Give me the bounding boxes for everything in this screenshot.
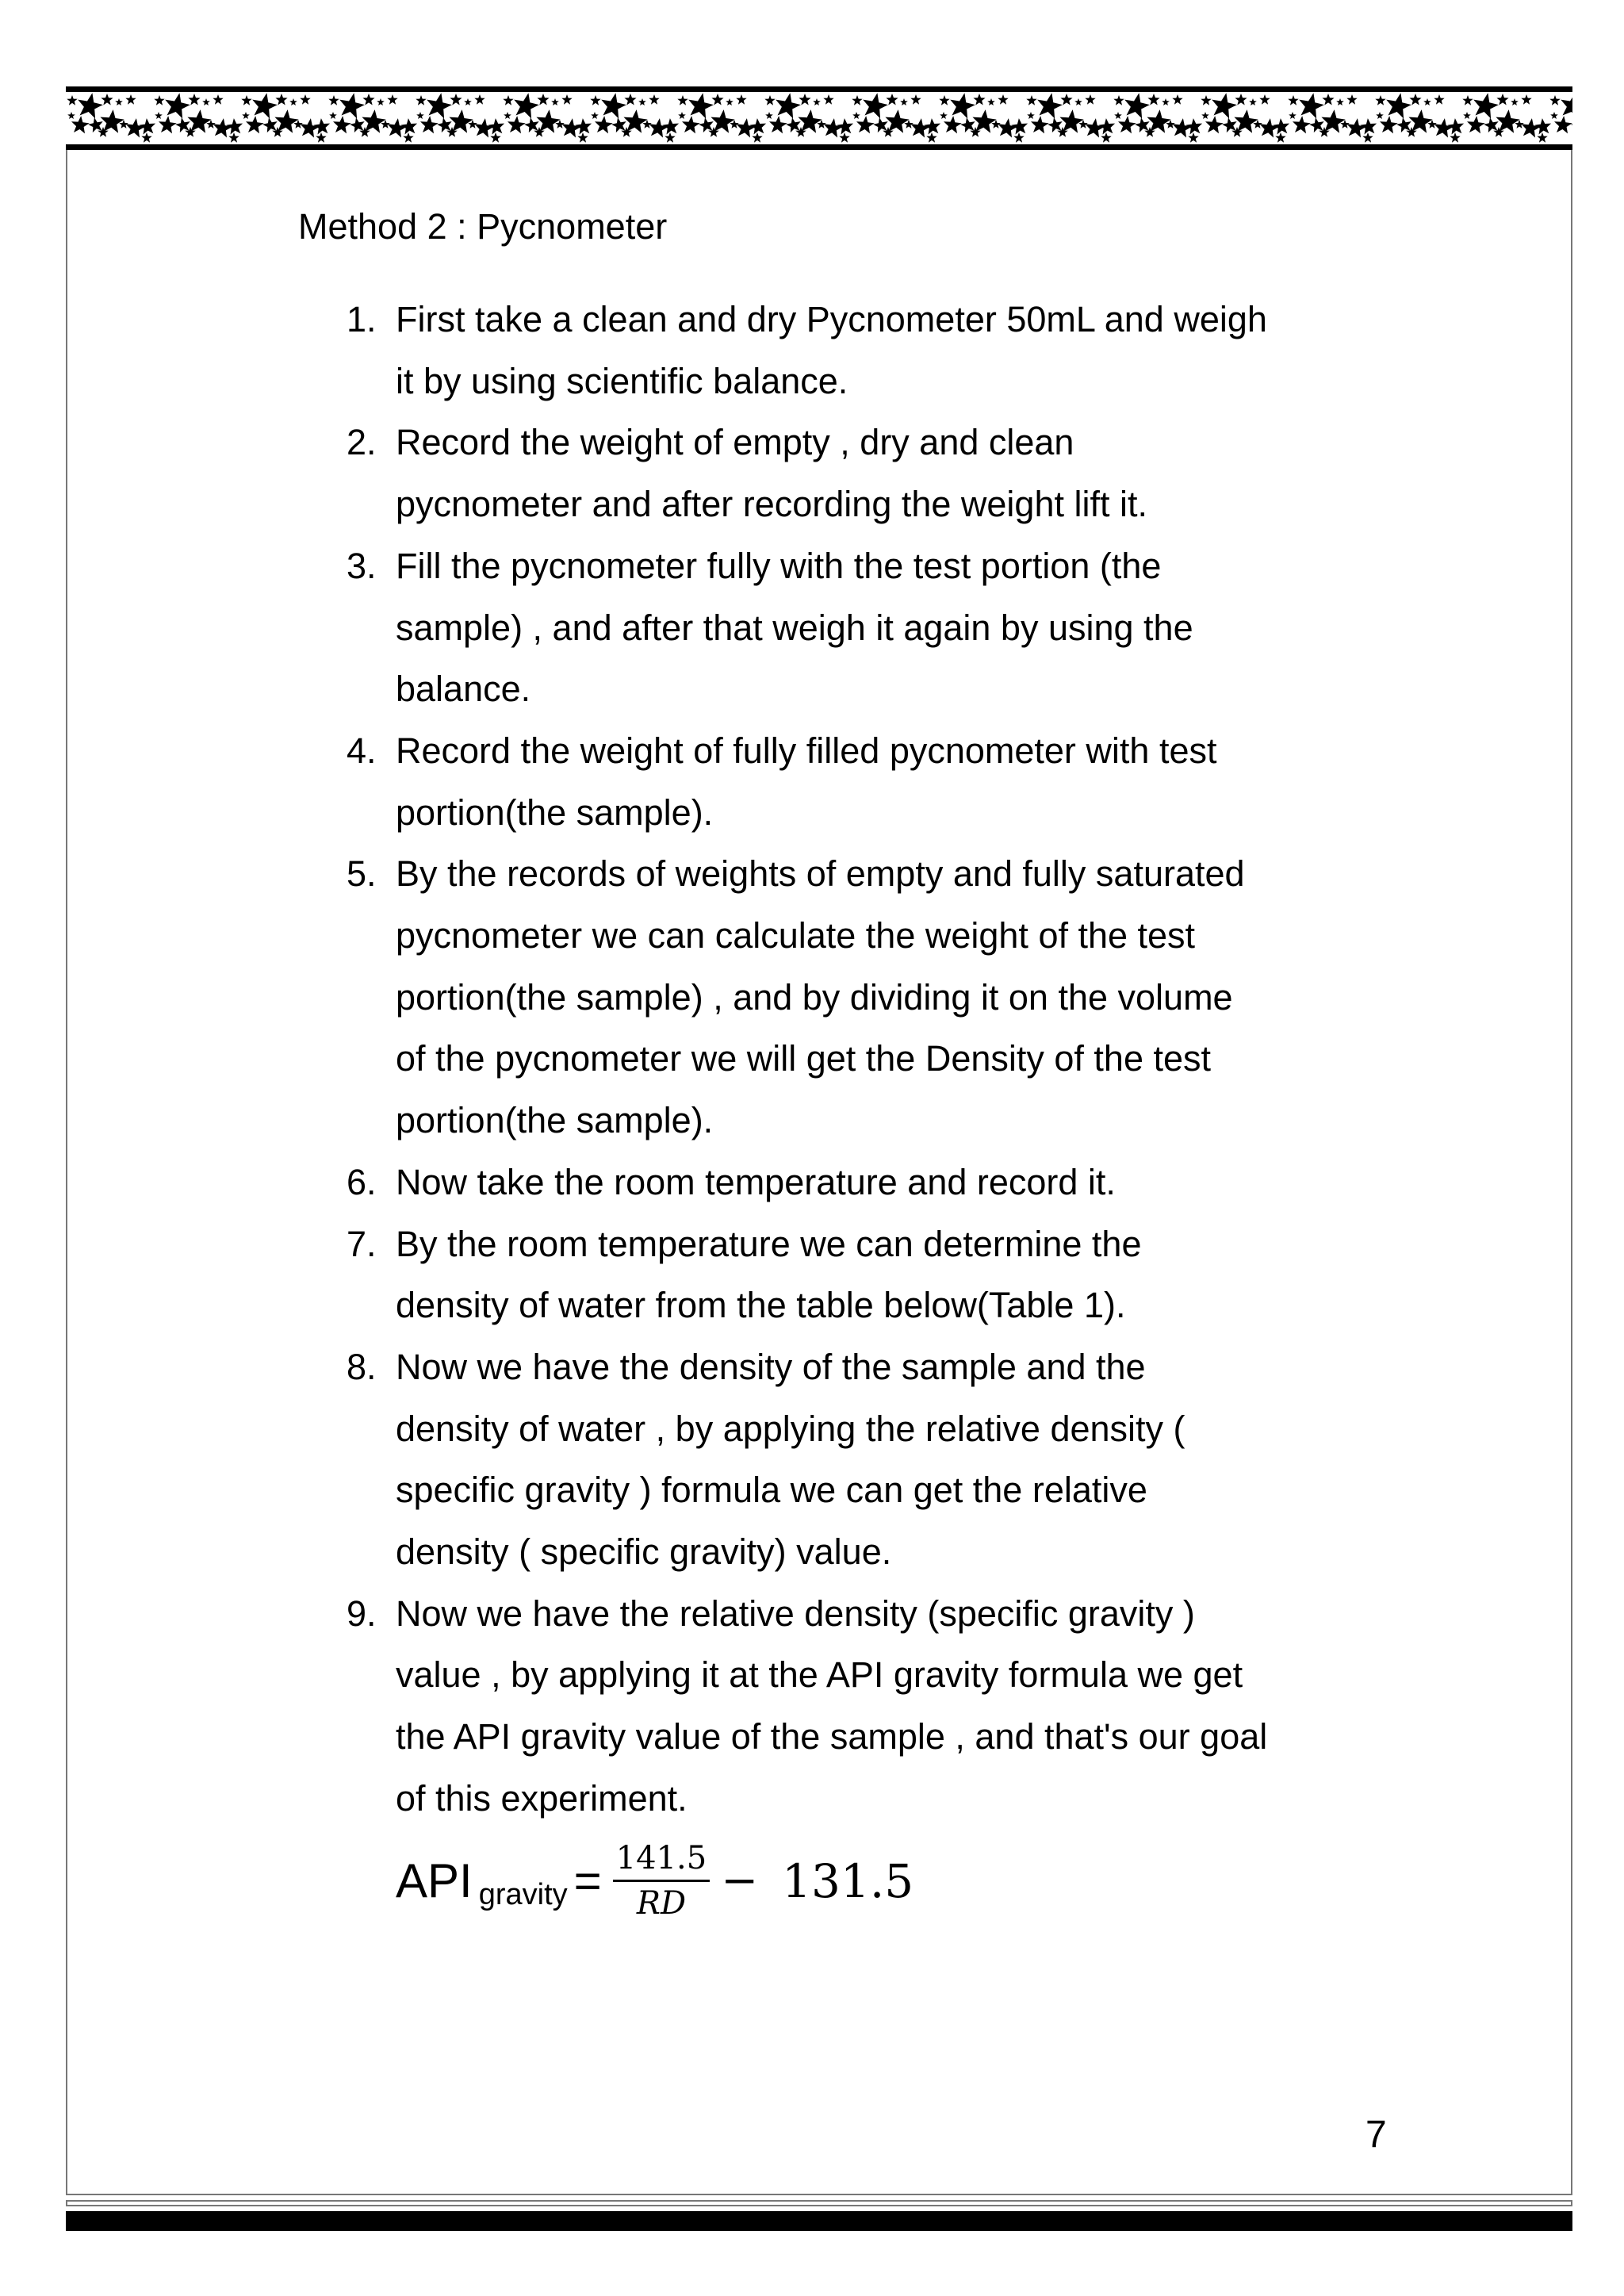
list-text — [396, 1583, 1267, 1830]
text-line: portion(the sample) , and by dividing it on the volume — [396, 976, 1233, 1018]
text-line: First take a clean and dry Pycnometer 50mL and weigh — [396, 299, 1267, 339]
list-text — [396, 1152, 1116, 1213]
list-number: 6. — [347, 1161, 377, 1202]
text-line: balance. — [396, 669, 531, 710]
footer-black-bar — [66, 2211, 1572, 2231]
list-number: 1. — [347, 299, 377, 339]
text-line: of this experiment. — [396, 1777, 688, 1819]
page-number: 7 — [1365, 2114, 1387, 2156]
list-text — [396, 720, 1216, 843]
star-border-banner — [66, 86, 1572, 150]
list-number: 3. — [347, 545, 377, 586]
text-line: density ( specific gravity) value. — [396, 1531, 892, 1573]
formula-denominator: RD — [636, 1885, 687, 1922]
list-number: 4. — [347, 730, 377, 771]
text-line: density of water , by applying the relative density ( — [396, 1408, 1185, 1449]
list-item — [347, 1336, 1409, 1583]
formula-fraction — [613, 1840, 710, 1922]
text-line: Now we have the density of the sample and the — [396, 1346, 1146, 1387]
formula-equals: = — [573, 1854, 602, 1907]
text-line: By the records of weights of empty and fully saturated — [396, 853, 1245, 895]
list-item — [347, 535, 1409, 720]
list-text — [396, 843, 1245, 1152]
footer-double-line — [66, 2200, 1572, 2206]
list-item — [347, 412, 1409, 535]
formula-minus: − — [721, 1855, 759, 1907]
list-number: 7. — [347, 1223, 377, 1264]
list-text — [396, 412, 1147, 535]
list-item — [347, 1583, 1409, 1830]
list-item — [347, 1152, 1409, 1213]
list-text — [396, 1213, 1141, 1336]
text-line: specific gravity ) formula we can get the relative — [396, 1470, 1147, 1511]
list-number: 5. — [347, 853, 377, 895]
text-line: the API gravity value of the sample , and that's our goal — [396, 1716, 1268, 1757]
formula-numerator: 141.5 — [613, 1840, 710, 1882]
text-line: Record the weight of empty , dry and clean — [396, 422, 1074, 463]
text-line: Record the weight of fully filled pycnometer with test — [396, 730, 1217, 771]
formula-subscript: gravity — [478, 1878, 568, 1911]
text-line: sample) , and after that weigh it again by using the — [396, 607, 1193, 648]
text-line: it by using scientific balance. — [396, 360, 848, 401]
list-item — [347, 843, 1409, 1152]
list-item — [347, 720, 1409, 843]
api-gravity-formula — [396, 1840, 914, 1922]
list-item — [347, 289, 1409, 412]
text-line: portion(the sample). — [396, 792, 714, 833]
text-line: portion(the sample). — [396, 1100, 714, 1141]
formula-constant: 131.5 — [782, 1853, 914, 1908]
list-number: 9. — [347, 1593, 377, 1634]
stars-decoration-icon — [66, 92, 1572, 144]
text-line: Fill the pycnometer fully with the test portion (the — [396, 545, 1162, 586]
text-line: pycnometer and after recording the weight lift it. — [396, 484, 1147, 525]
text-line: density of water from the table below(Table 1). — [396, 1285, 1126, 1326]
text-line: of the pycnometer we will get the Density of the test — [396, 1038, 1212, 1079]
list-text — [396, 289, 1267, 412]
list-number: 2. — [347, 422, 377, 463]
text-line: Now take the room temperature and record it. — [396, 1161, 1116, 1202]
section-heading: Method 2 : Pycnometer — [298, 206, 668, 247]
text-line: value , by applying it at the API gravity formula we get — [396, 1654, 1243, 1696]
list-text — [396, 1336, 1185, 1583]
text-line: By the room temperature we can determine the — [396, 1223, 1142, 1264]
text-line: Now we have the relative density (specific gravity ) — [396, 1593, 1195, 1634]
formula-lhs: API — [396, 1854, 473, 1907]
list-text — [396, 535, 1193, 720]
list-item — [347, 1213, 1409, 1336]
text-line: pycnometer we can calculate the weight of the test — [396, 915, 1196, 956]
list-number: 8. — [347, 1346, 377, 1387]
procedure-list — [347, 289, 1409, 1830]
